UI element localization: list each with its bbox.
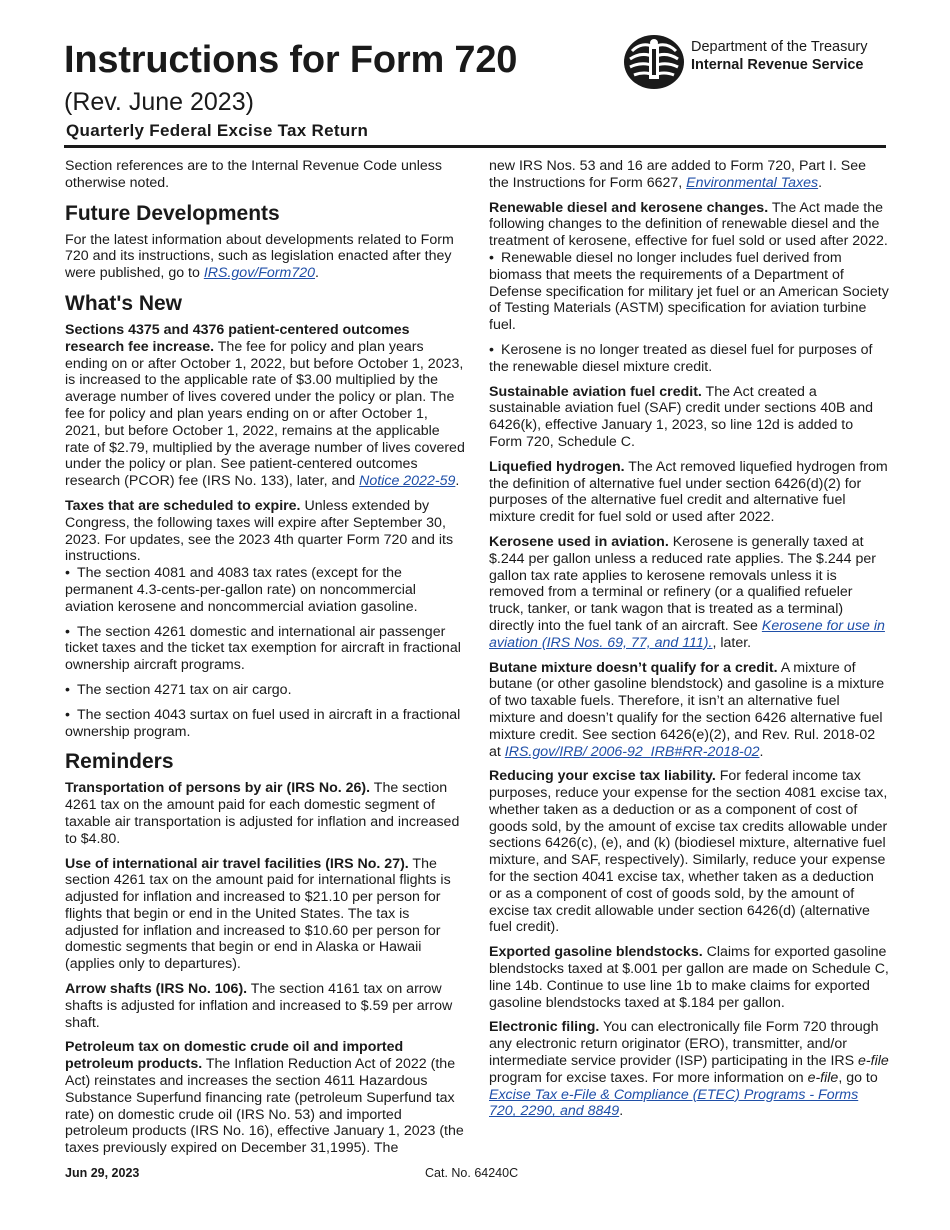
agency-block	[691, 38, 868, 74]
agency-department: Department of the Treasury	[691, 39, 868, 55]
kerosene-link[interactable]: Kerosene for use in aviation (IRS Nos. 69, 77, and 111).	[489, 617, 885, 651]
footer-date: Jun 29, 2023	[65, 1166, 140, 1180]
petroleum-paragraph: Petroleum tax on domestic crude oil and imported petroleum products. The Inflation Reduction Act of 2022 (the Act) reinstates and increases the section 4611 Hazardous Substance Superfund financing rate (petroleum Superfund tax rate) on domestic crude oil (IRS No. 53) and imported petroleum products (IRS No. 16), effective January 1, 2023 (the taxes previously expired on December 31,1995). The	[65, 1039, 464, 1157]
electronic-filing-paragraph: Electronic filing. You can electronically file Form 720 through any electronic return originator (ERO), transmitter, and/or intermediate service provider (ISP) participating in the IRS e-file program for excise taxes. For more information on e-file, go to Excise Tax e-File & Compliance (ETEC) Programs - Forms 720, 2290, and 8849.	[489, 1019, 889, 1120]
list-item: • Kerosene is no longer treated as diesel fuel for purposes of the renewable diesel mixture credit.	[489, 341, 873, 375]
butane-paragraph: Butane mixture doesn’t qualify for a credit. A mixture of butane (or other gasoline blendstock) and gasoline is a mixture of two taxable fuels. Therefore, it isn’t an alternative fuel mixture and doesn’t qualify for the section 6426 alternative fuel mixture credit. See section 6426(e)(2), and Rev. Rul. 2018-02 at IRS.gov/IRB/ 2006-92_IRB#RR-2018-02.	[489, 659, 885, 760]
future-developments-paragraph: For the latest information about developments related to Form 720 and its instructions, such as legislation enacted after they were published, go to IRS.gov/Form720.	[65, 231, 454, 282]
list-item: • The section 4081 and 4083 tax rates (except for the permanent 4.3-cents-per-gallon rate) on noncommercial aviation kerosene and noncommercial aviation gasoline.	[65, 565, 418, 615]
list-item: • Renewable diesel no longer includes fuel derived from biomass that meets the requirements of a Department of Defense specification for military jet fuel or an American Society of Testing Materials (ASTM) specification for aviation turbine fuel.	[489, 249, 889, 334]
air-transport-paragraph: Transportation of persons by air (IRS No. 26). The section 4261 tax on the amount paid for each domestic segment of taxable air transportation is adjusted for inflation and increased to $4.80.	[65, 780, 460, 847]
header-rule	[64, 145, 886, 148]
etec-link[interactable]: Excise Tax e-File & Compliance (ETEC) Programs - Forms 720, 2290, and 8849	[489, 1086, 859, 1120]
form-subtitle: Quarterly Federal Excise Tax Return	[66, 121, 369, 140]
exported-blendstocks-paragraph: Exported gasoline blendstocks. Claims for exported gasoline blendstocks taxed at $.001 per gallon are made on Schedule C, line 14b. Continue to use line 1b to make claims for exported gasoline blendstocks taxed at $.184 per gallon.	[489, 944, 889, 1011]
list-item: • The section 4261 domestic and international air passenger ticket taxes and the ticket tax exemption for aircraft in fractional ownership aircraft programs.	[65, 623, 461, 674]
page-title: Instructions for Form 720	[64, 39, 518, 81]
irs-eagle-seal-icon	[622, 33, 686, 91]
arrow-shafts-paragraph: Arrow shafts (IRS No. 106). The section 4161 tax on arrow shafts is adjusted for inflation and increased to $.59 per arrow shaft.	[65, 981, 453, 1031]
renewable-diesel-paragraph: Renewable diesel and kerosene changes. The Act made the following changes to the definition of renewable diesel and the treatment of kerosene, effective for fuel sold or used after 2022.	[489, 199, 888, 250]
form720-link[interactable]: IRS.gov/Form720	[203, 265, 316, 282]
saf-paragraph: Sustainable aviation fuel credit. The Act created a sustainable aviation fuel (SAF) credit under sections 40B and 6426(k), effective January 1, 2023, so line 12d is added to Form 720, Schedule C.	[489, 383, 874, 450]
continued-paragraph: new IRS Nos. 53 and 16 are added to Form 720, Part I. See the Instructions for Form 6627, Environmental Taxes.	[489, 158, 866, 191]
intro-paragraph: Section references are to the Internal Revenue Code unless otherwise noted.	[65, 158, 442, 191]
intl-air-paragraph: Use of international air travel facilities (IRS No. 27). The section 4261 tax on the amount paid for international flights is adjusted for inflation and increased to $21.10 per person for flights that begin or end in the United States. The tax is adjusted for inflation and increased to $10.60 per person for domestic segments that begin or end in Alaska or Hawaii (applies only to departures).	[65, 855, 451, 973]
whats-new-heading: What's New	[65, 291, 183, 315]
pcor-paragraph: Sections 4375 and 4376 patient-centered outcomes research fee increase. The fee for policy and plan years ending on or after October 1, 2022, but before October 1, 2023, is increased to the applicable rate of $3.00 multiplied by the average number of lives covered under the policy or plan. The fee for policy and plan years ending on or after October 1, 2021, but before October 1, 2022, remains at the applicable rate of $2.79, multiplied by the average number of lives covered under the policy or plan. See patient-centered outcomes research (PCOR) fee (IRS No. 133), later, and Notice 2022-59.	[65, 321, 465, 490]
reducing-liability-paragraph: Reducing your excise tax liability. For federal income tax purposes, reduce your expense for the section 4081 excise tax, whether taken as a deduction or as a component of cost of goods sold, by the amount of excise tax credits allowable under sections 6426(c), (e), and (k) (biodiesel mixture, alternative fuel mixture, and SAF, respectively). Similarly, reduce your expense for the section 4041 excise tax, whether taken as a deduction or as a component of cost of goods sold, by the amount of excise tax credit allowable under section 6426(d) (alternative fuel credit).	[489, 768, 888, 936]
notice-link[interactable]: Notice 2022-59	[359, 473, 456, 490]
left-column	[65, 158, 465, 1165]
reminders-heading: Reminders	[65, 750, 174, 774]
list-item: • The section 4043 surtax on fuel used in aircraft in a fractional ownership program.	[65, 706, 461, 740]
catalog-number: Cat. No. 64240C	[425, 1166, 519, 1180]
expire-paragraph: Taxes that are scheduled to expire. Unless extended by Congress, the following taxes will expire after September 30, 2023. For updates, see the 2023 4th quarter Form 720 and its instructions.	[65, 497, 454, 565]
future-developments-heading: Future Developments	[65, 201, 280, 225]
agency-irs: Internal Revenue Service	[691, 57, 864, 73]
hydrogen-paragraph: Liquefied hydrogen. The Act removed liquefied hydrogen from the definition of alternative fuel under section 6426(d)(2) for purposes of the alternative fuel credit and alternative fuel mixture credit for fuel sold or used after 2022.	[489, 458, 888, 526]
kerosene-paragraph: Kerosene used in aviation. Kerosene is generally taxed at $.244 per gallon unless a reduced rate applies. The $.244 per gallon tax rate applies to kerosene removals unless it is removed from a terminal or refinery (or a qualified refueler truck, tanker, or tank wagon that is treated as a terminal) directly into the fuel tank of an aircraft. See Kerosene for use in aviation (IRS Nos. 69, 77, and 111)., later.	[489, 533, 885, 651]
environmental-taxes-link[interactable]: Environmental Taxes	[686, 174, 819, 191]
list-item: • The section 4271 tax on air cargo.	[65, 681, 292, 698]
revision-date: (Rev. June 2023)	[64, 88, 254, 116]
right-column	[489, 158, 889, 1128]
irb-link[interactable]: IRS.gov/IRB/ 2006-92_IRB#RR-2018-02	[504, 743, 760, 760]
